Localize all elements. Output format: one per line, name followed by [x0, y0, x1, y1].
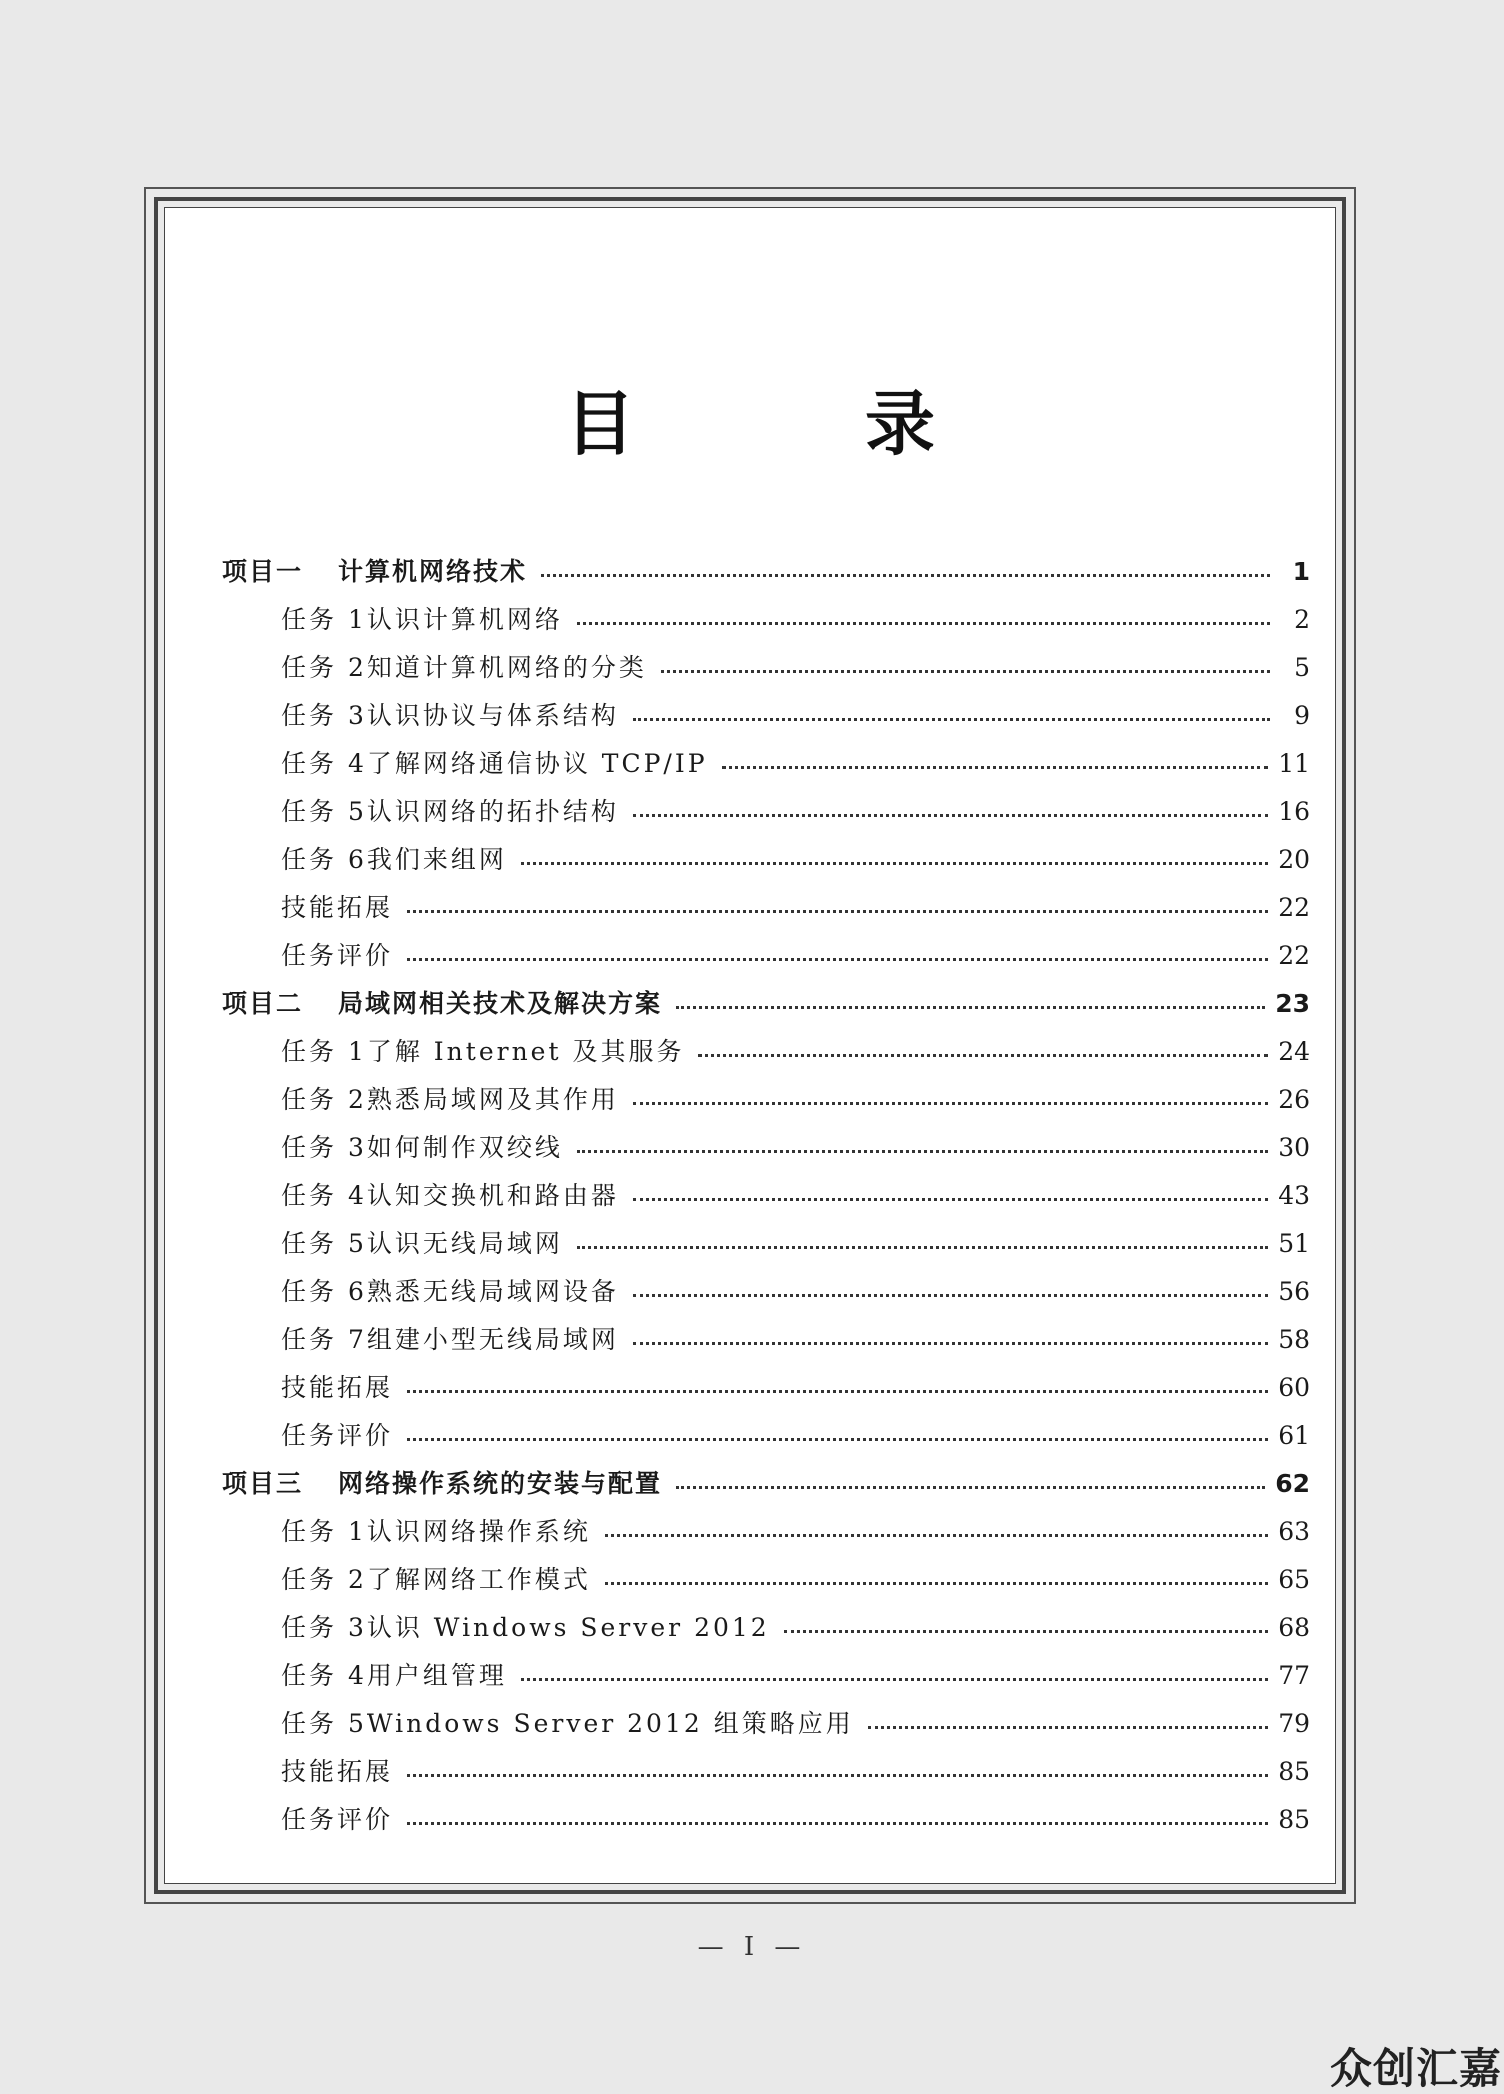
toc-page-number: 85 — [1278, 1805, 1310, 1834]
toc-entry-label — [281, 1412, 393, 1460]
table-of-contents — [222, 548, 1310, 1844]
toc-task-entry[interactable] — [222, 596, 1310, 644]
toc-dot-leader — [633, 718, 1270, 721]
toc-task-entry[interactable] — [222, 1124, 1310, 1172]
toc-entry-number: 任务 7 — [281, 1325, 367, 1354]
toc-dot-leader — [698, 1054, 1268, 1057]
toc-entry-title: 熟悉局域网及其作用 — [366, 1085, 619, 1114]
toc-entry-label — [281, 1796, 393, 1844]
toc-page-number: 65 — [1278, 1565, 1310, 1594]
toc-entry-title: Windows Server 2012 组策略应用 — [366, 1709, 854, 1738]
toc-task-entry[interactable] — [222, 1700, 1310, 1748]
toc-task-entry[interactable] — [222, 1364, 1310, 1412]
toc-entry-number: 任务 1 — [281, 1517, 367, 1546]
toc-entry-title: 认识网络的拓扑结构 — [366, 797, 619, 826]
toc-entry-label — [281, 740, 708, 788]
toc-dot-leader — [868, 1726, 1268, 1729]
toc-task-entry[interactable] — [222, 644, 1310, 692]
toc-project-entry[interactable] — [222, 548, 1310, 596]
toc-project-entry[interactable] — [222, 1460, 1310, 1508]
toc-entry-label — [281, 1508, 591, 1556]
toc-entry-label — [281, 644, 647, 692]
toc-page-number: 63 — [1278, 1517, 1310, 1546]
toc-entry-title: 认识无线局域网 — [366, 1229, 563, 1258]
toc-task-entry[interactable] — [222, 932, 1310, 980]
toc-entry-title: 组建小型无线局域网 — [366, 1325, 619, 1354]
toc-entry-label — [281, 1604, 770, 1652]
toc-entry-label — [281, 1028, 684, 1076]
toc-dot-leader — [407, 1390, 1268, 1393]
toc-entry-title: 局域网相关技术及解决方案 — [338, 989, 663, 1018]
toc-page-number: 16 — [1278, 797, 1310, 826]
toc-entry-number: 任务 3 — [281, 1613, 367, 1642]
toc-dot-leader — [633, 1342, 1268, 1345]
toc-dot-leader — [577, 1150, 1268, 1153]
toc-entry-number: 项目二 — [222, 989, 304, 1018]
toc-entry-title: 了解网络工作模式 — [366, 1565, 591, 1594]
toc-entry-label — [281, 1652, 507, 1700]
toc-entry-title: 技能拓展 — [281, 893, 394, 922]
toc-entry-label — [222, 980, 662, 1028]
toc-page-number: 5 — [1294, 653, 1310, 682]
toc-dot-leader — [633, 814, 1268, 817]
toc-entry-title: 如何制作双绞线 — [366, 1133, 563, 1162]
toc-page-number: 23 — [1275, 989, 1310, 1018]
toc-entry-title: 了解网络通信协议 TCP/IP — [366, 749, 708, 778]
toc-entry-label — [281, 788, 619, 836]
toc-dot-leader — [407, 958, 1268, 961]
toc-entry-label — [281, 692, 619, 740]
page-title: 目 录 — [565, 383, 1015, 465]
toc-entry-title: 认识协议与体系结构 — [366, 701, 619, 730]
toc-page-number: 22 — [1278, 893, 1310, 922]
toc-page-number: 85 — [1278, 1757, 1310, 1786]
toc-dot-leader — [784, 1630, 1268, 1633]
toc-entry-number: 任务 5 — [281, 1709, 367, 1738]
toc-entry-label — [281, 884, 393, 932]
toc-dot-leader — [521, 862, 1268, 865]
toc-dot-leader — [661, 670, 1270, 673]
toc-entry-label — [281, 1268, 619, 1316]
toc-entry-label — [281, 596, 563, 644]
toc-task-entry[interactable] — [222, 1748, 1310, 1796]
toc-entry-label — [281, 1556, 591, 1604]
toc-entry-number: 任务 2 — [281, 1085, 367, 1114]
toc-entry-number: 任务 6 — [281, 845, 367, 874]
toc-entry-label — [222, 1460, 662, 1508]
toc-entry-title: 认知交换机和路由器 — [366, 1181, 619, 1210]
toc-task-entry[interactable] — [222, 1316, 1310, 1364]
toc-page-number: 61 — [1278, 1421, 1310, 1450]
toc-entry-number: 任务 6 — [281, 1277, 367, 1306]
toc-entry-title: 认识 Windows Server 2012 — [366, 1613, 770, 1642]
toc-entry-title: 任务评价 — [281, 1421, 394, 1450]
toc-entry-number: 任务 5 — [281, 797, 367, 826]
toc-dot-leader — [407, 1774, 1268, 1777]
toc-page-number: 51 — [1278, 1229, 1310, 1258]
toc-entry-number: 任务 2 — [281, 1565, 367, 1594]
toc-page-number: 43 — [1278, 1181, 1310, 1210]
toc-dot-leader — [633, 1102, 1268, 1105]
toc-entry-label — [281, 1124, 563, 1172]
toc-entry-number: 任务 1 — [281, 1037, 367, 1066]
toc-dot-leader — [407, 1822, 1268, 1825]
toc-entry-title: 计算机网络技术 — [338, 557, 528, 586]
toc-entry-label — [281, 1316, 619, 1364]
page-frame-border — [154, 197, 1346, 1894]
toc-entry-label — [281, 1748, 393, 1796]
toc-entry-number: 任务 4 — [281, 1661, 367, 1690]
toc-task-entry[interactable] — [222, 1172, 1310, 1220]
toc-entry-label — [281, 1220, 563, 1268]
toc-page-number: 20 — [1278, 845, 1310, 874]
toc-entry-title: 技能拓展 — [281, 1373, 394, 1402]
page-number: — I — — [697, 1932, 807, 1962]
toc-page-number: 2 — [1294, 605, 1310, 634]
toc-entry-title: 网络操作系统的安装与配置 — [338, 1469, 663, 1498]
toc-project-entry[interactable] — [222, 980, 1310, 1028]
toc-task-entry[interactable] — [222, 1076, 1310, 1124]
toc-task-entry[interactable] — [222, 788, 1310, 836]
toc-entry-title: 用户组管理 — [366, 1661, 507, 1690]
toc-entry-title: 任务评价 — [281, 941, 394, 970]
toc-dot-leader — [577, 1246, 1268, 1249]
toc-page-number: 22 — [1278, 941, 1310, 970]
toc-entry-number: 项目一 — [222, 557, 304, 586]
toc-entry-title: 任务评价 — [281, 1805, 394, 1834]
toc-task-entry[interactable] — [222, 692, 1310, 740]
toc-page-number: 62 — [1275, 1469, 1310, 1498]
toc-dot-leader — [633, 1198, 1268, 1201]
page-frame — [144, 187, 1356, 1904]
toc-dot-leader — [521, 1678, 1268, 1681]
toc-entry-number: 任务 5 — [281, 1229, 367, 1258]
toc-dot-leader — [605, 1582, 1268, 1585]
toc-entry-title: 认识网络操作系统 — [366, 1517, 591, 1546]
toc-entry-label — [281, 1172, 619, 1220]
toc-dot-leader — [407, 1438, 1268, 1441]
toc-task-entry[interactable] — [222, 1028, 1310, 1076]
toc-page-number: 30 — [1278, 1133, 1310, 1162]
toc-entry-number: 项目三 — [222, 1469, 304, 1498]
toc-task-entry[interactable] — [222, 1220, 1310, 1268]
toc-entry-number: 任务 4 — [281, 749, 367, 778]
toc-entry-number: 任务 3 — [281, 1133, 367, 1162]
toc-page-number: 26 — [1278, 1085, 1310, 1114]
toc-dot-leader — [407, 910, 1268, 913]
toc-entry-label — [281, 1364, 393, 1412]
toc-dot-leader — [541, 574, 1270, 577]
toc-task-entry[interactable] — [222, 1268, 1310, 1316]
toc-task-entry[interactable] — [222, 1796, 1310, 1844]
toc-entry-title: 我们来组网 — [366, 845, 507, 874]
content-panel — [164, 207, 1336, 1884]
toc-page-number: 24 — [1278, 1037, 1310, 1066]
toc-entry-label — [281, 1700, 854, 1748]
toc-dot-leader — [633, 1294, 1268, 1297]
toc-page-number: 9 — [1294, 701, 1310, 730]
toc-page-number: 77 — [1278, 1661, 1310, 1690]
toc-entry-title: 技能拓展 — [281, 1757, 394, 1786]
toc-task-entry[interactable] — [222, 1652, 1310, 1700]
toc-entry-label — [222, 548, 527, 596]
toc-entry-number: 任务 4 — [281, 1181, 367, 1210]
toc-entry-number: 任务 1 — [281, 605, 367, 634]
toc-page-number: 60 — [1278, 1373, 1310, 1402]
toc-page-number: 11 — [1278, 749, 1310, 778]
toc-dot-leader — [605, 1534, 1268, 1537]
toc-task-entry[interactable] — [222, 1604, 1310, 1652]
toc-dot-leader — [676, 1486, 1265, 1489]
toc-entry-title: 了解 Internet 及其服务 — [366, 1037, 685, 1066]
toc-entry-label — [281, 836, 507, 884]
toc-dot-leader — [577, 622, 1270, 625]
toc-page-number: 79 — [1278, 1709, 1310, 1738]
toc-task-entry[interactable] — [222, 740, 1310, 788]
toc-entry-label — [281, 932, 393, 980]
toc-dot-leader — [722, 766, 1269, 769]
toc-entry-number: 任务 3 — [281, 701, 367, 730]
toc-task-entry[interactable] — [222, 836, 1310, 884]
toc-entry-number: 任务 2 — [281, 653, 367, 682]
toc-task-entry[interactable] — [222, 1556, 1310, 1604]
toc-page-number: 1 — [1292, 557, 1310, 586]
toc-entry-title: 认识计算机网络 — [366, 605, 563, 634]
toc-page-number: 68 — [1278, 1613, 1310, 1642]
toc-entry-title: 熟悉无线局域网设备 — [366, 1277, 619, 1306]
toc-entry-label — [281, 1076, 619, 1124]
toc-page-number: 58 — [1278, 1325, 1310, 1354]
watermark-logo: 众创汇嘉 — [1329, 2044, 1502, 2093]
toc-task-entry[interactable] — [222, 1412, 1310, 1460]
toc-dot-leader — [676, 1006, 1265, 1009]
toc-page-number: 56 — [1278, 1277, 1310, 1306]
toc-entry-title: 知道计算机网络的分类 — [366, 653, 647, 682]
toc-task-entry[interactable] — [222, 884, 1310, 932]
toc-task-entry[interactable] — [222, 1508, 1310, 1556]
